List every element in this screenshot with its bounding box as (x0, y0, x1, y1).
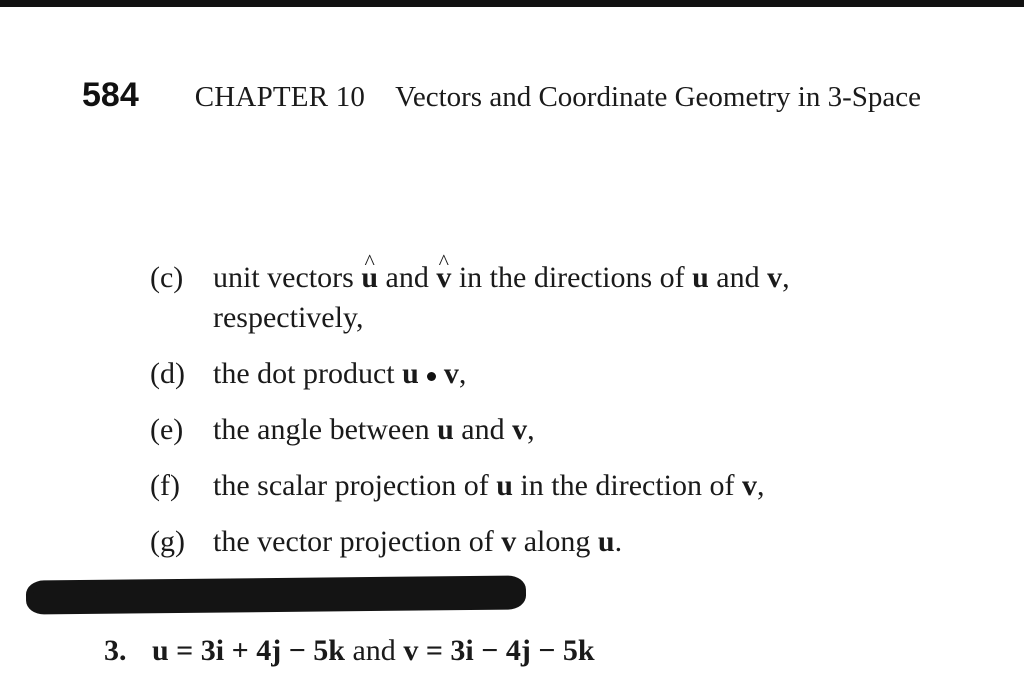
item-text-continued: respectively, (213, 301, 364, 334)
item-g (150, 522, 950, 562)
problem-3 (104, 634, 595, 668)
redaction-scribble-tail (30, 592, 100, 604)
item-label: (d) (150, 357, 185, 390)
item-label: (g) (150, 525, 185, 558)
v-equation: v = 3i − 4j − 5k (403, 634, 595, 667)
exercise-item-list (150, 258, 950, 578)
item-text: the scalar projection of u in the direction of v, (213, 469, 765, 502)
chapter-label: CHAPTER 10 (194, 81, 366, 113)
u-equation: u = 3i + 4j − 5k (152, 634, 345, 667)
dot-product-operator (427, 372, 436, 381)
item-label: (f) (150, 469, 180, 502)
v-hat-symbol: ^ v (436, 258, 451, 298)
top-border-rule (0, 0, 1024, 7)
item-label: (e) (150, 413, 184, 446)
u-hat-symbol: ^ u (361, 258, 378, 298)
item-f (150, 466, 950, 506)
chapter-title: Vectors and Coordinate Geometry in 3-Space (395, 81, 921, 113)
item-text: the vector projection of v along u. (213, 525, 623, 558)
redaction-scribble (26, 575, 526, 614)
problem-number: 3. (104, 634, 127, 667)
page-header (82, 76, 921, 115)
conjunction: and (352, 634, 396, 667)
item-text: the angle between u and v, (213, 413, 535, 446)
item-text: unit vectors ^ u and ^ v in the directions of u and v, (213, 258, 950, 298)
page-number: 584 (82, 76, 139, 114)
item-c (150, 258, 950, 338)
item-e (150, 410, 950, 450)
item-d (150, 354, 950, 394)
item-label: (c) (150, 261, 184, 294)
item-text: the dot product u v, (213, 357, 467, 390)
